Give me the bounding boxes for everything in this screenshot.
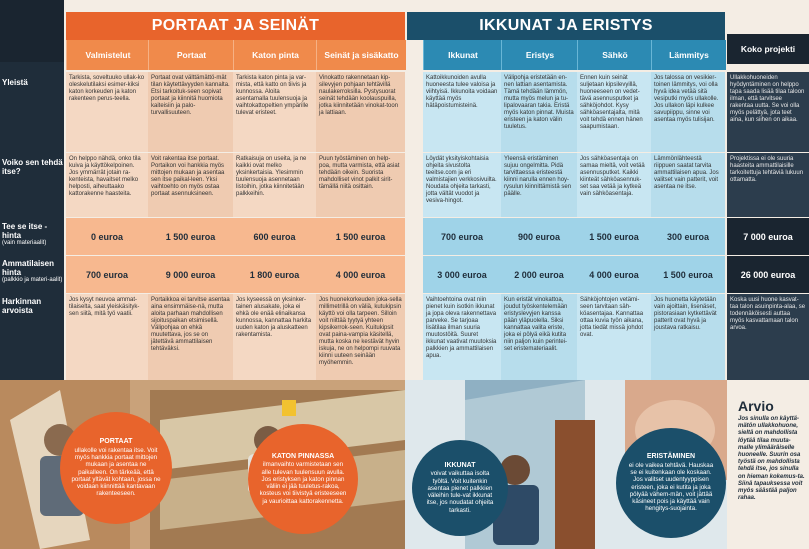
callout-portaat	[60, 412, 172, 524]
col-header-katon-pinta: Katon pinta	[233, 40, 317, 70]
cell-harkinnan-eristys: Kun eristät vinokattoa, joudut työskentelemään eristyslevyjen kanssa pään yläpuolella. Siksi kannattaa valita eriste, joka ei pölyä eikä kutita niin paljon kuin perintei-set eristemateriaalit.	[501, 294, 577, 380]
callout-ikkunat-title: IKKUNAT	[444, 461, 476, 469]
cell-voiko-seinat: Puun työstäminen on help-poa, mutta varmista, että asiat tehdään oikein. Suorista mahdolliset vinot palkit sirit-tämällä niitä osittain.	[316, 153, 405, 217]
cell-harkinnan-sahko: Sähköjohtojen vetämi-seen tarvitaan säh-köasentajaa. Kannattaa ottaa kuvia työn aikana, jotta tiedät missä johdot ovat.	[577, 294, 651, 380]
callout-eristaminen-text: ei ole vaikea tehtävä. Hauskaa se ei kuitenkaan ole koskaan. Jos valitset uudentyyppisen eristeen, joka ei kutita ja joka pölyää vähem-män, voit jättää käsineet pois ja käyttää vain hengitys-suojainta.	[628, 461, 714, 513]
price-tee-portaat: 1 500 euroa	[148, 218, 233, 255]
cell-yleista-sahko: Ennen kuin seinät suljetaan kipsilevyillä, huoneeseen on vedet-tävä asennusputket ja sähköjohdot. Kysy sähköasentajalta, mitä voit tehdä ennen hänen saapumistaan.	[577, 72, 651, 152]
price-amm-eristys: 2 000 euroa	[501, 256, 577, 293]
price-tee-sahko: 1 500 euroa	[577, 218, 651, 255]
callout-portaat-title: PORTAAT	[99, 438, 133, 446]
koko-projekti-header: Koko projekti	[727, 34, 809, 64]
callout-katon-text: ilmanvaihto varmistetaan sen alle tulevan tuulensuun avulla. Jos eristyksen ja katon pinnan väliin ei jää tuuletus-rakoa, kosteus voi tiivistyä eristeeseen ja vaurioittaa kattorakennetta.	[259, 461, 347, 505]
cell-voiko-valmistelut: On helppo nähdä, onko tila kuiva ja käyttökelpoinen. Jos ymmärrät jotain ra-kenteista, havaitset melko helposti, aiheuttaako kattorakenne haasteita.	[66, 153, 148, 217]
cell-voiko-sahko: Jos sähköasentaja on samaa mieltä, voit vetää asennusputket. Kaikki kiinteät sähköasennuk-set saa vetää ja kytkeä vain sähköasentaja.	[577, 153, 651, 217]
price-amm-lammitys: 1 500 euroa	[651, 256, 725, 293]
row-label-amm-sub: (palkkio ja materi-aalit)	[2, 277, 63, 283]
price-amm-valmistelut: 700 euroa	[66, 256, 148, 293]
group-header-ikkunat: IKKUNAT JA ERISTYS	[407, 12, 725, 40]
price-tee-seinat: 1 500 euroa	[316, 218, 405, 255]
price-amm-koko: 26 000 euroa	[727, 256, 809, 293]
row-label-amm	[2, 259, 64, 284]
cell-harkinnan-seinat: Jos huonekorkeuden joka-sella millimetrillä on väliä, kutukipsin käyttö voi olla tarpeen. Silloin voit niittää tyytyä yhteen kipsikerrok-seen. Kuitukipsit ovat paina-vampia käsitellä, mutta koska ne kestävät hyvin iskuja, ne on helpompi ruuvata kiinni uuteen seinään myöhemmin.	[316, 294, 405, 380]
price-tee-eristys: 900 euroa	[501, 218, 577, 255]
left-header-block	[0, 0, 64, 62]
price-tee-valmistelut: 0 euroa	[66, 218, 148, 255]
price-amm-seinat: 4 000 euroa	[316, 256, 405, 293]
col-header-valmistelut: Valmistelut	[66, 40, 149, 70]
callout-portaat-text: ullakolle voi rakentaa itse. Voit myös hankkia portaat mittojen mukaan ja asentaa ne paikalleen. On tärkeää, että portaat yltävät kohtaan, jossa ne voidaan kiinnittää kantavaan rakenteeseen.	[71, 446, 161, 498]
price-tee-katon: 600 euroa	[233, 218, 316, 255]
callout-eristaminen	[616, 428, 726, 538]
row-label-tee	[2, 222, 64, 247]
row-label-yleista: Yleistä	[2, 78, 28, 87]
cell-voiko-lammitys: Lämmönlähteestä riippuen saatat tarvita ammattilaisen apua. Jos valitset vain patterit, voit asentaa ne itse.	[651, 153, 725, 217]
price-tee-lammitys: 300 euroa	[651, 218, 725, 255]
arvio-title: Arvio	[738, 398, 774, 414]
arvio-text: Jos sinulla on käyttä-mätön ullakkohuone, sieltä on mahdollista löytää tilaa muuta-malle ylimääräiselle huoneelle. Suurin osa työstä on mahdollista tehdä itse, jos sinulla on hieman kokemus-ta. Siinä tapauksessa voit myös säästää paljon rahaa.	[738, 416, 805, 502]
cell-yleista-valmistelut: Tarkista, soveltuuko ullak-ko oleskelutilaksi esimer-kiksi katon korkeuden ja katon rakenteen perus-teella.	[66, 72, 148, 152]
callout-katon	[248, 424, 358, 534]
cell-yleista-koko: Ullakkohuoneiden hyödyntäminen on helppo tapa saada lisää tilaa taloon ilman, että tarvitsee rakentaa uutta. Se voi olla myös pelättyä, jota teet aina, kun siihen on aikaa.	[727, 72, 809, 152]
cell-harkinnan-ikkunat: Vaihtoehtoina ovat niin pienet kuin isotkin ikkunat ja jopa oleva rakennettava parveke. Se tarjoaa lisätilaa ilman suuria muutostöitä. Suuret ikkunat vaativat muutoksia palkkien ja ammattilaisen apua.	[423, 294, 501, 380]
cell-yleista-eristys: Välipohja eristetään en-nen lattian asentamista. Tämä tehdään lämmön, mutta myös melun ja tu-lipalovaaran takia. Eristä myös katon pinnat. Muista eristeen ja katon välin tuuletus.	[501, 72, 577, 152]
price-tee-ikkunat: 700 euroa	[423, 218, 501, 255]
col-header-portaat: Portaat	[148, 40, 234, 70]
cell-harkinnan-katon: Jos kyseessä on yksinker-tainen alusakate, joka ei ehkä ole enää elinaikansa kunnossa, kannattaa harkita uuden katon ja aluskatteen rakentamista.	[233, 294, 316, 380]
cell-harkinnan-lammitys: Jos huonetta käytetään vain ajoittain, lisenäset, pistorasiaan kytkettävät patterit ovat hyvä ja joustava ratkaisu.	[651, 294, 725, 380]
cell-yleista-lammitys: Jos talossa on vesikier-toinen lämmitys, voi olla hyvä idea vetää sitä vesiputki myös ullakolle. Jos ullakon läpi kulkee savupiippu, sinne voi asentaa myös tulisijan.	[651, 72, 725, 152]
cell-voiko-portaat: Voit rakentaa itse portaat. Portaikon voi hankkia myös mittojen mukaan ja asentaa sen itse paikal-leen. Yksi vaihtoehto on myös ostaa portaat asennuksineen.	[148, 153, 233, 217]
row-label-tee-sub: (vain materiaalit)	[2, 240, 47, 246]
col-header-sahko: Sähkö	[577, 40, 652, 70]
cell-yleista-seinat: Vinokatto rakennetaan kip-silevyjen pohjaan tehtävillä naulakerroksilla. Pystysuorat seinät tehdään koolauspuilla, jotka kiinnitetään vinokat-toon ja lattiaan.	[316, 72, 405, 152]
cell-harkinnan-koko: Koska uusi huone kasvat-taa talon asuinpinta-alaa, se todennäköisesti auttaa myös kasvattamaan talon arvoa.	[727, 294, 809, 380]
cell-yleista-portaat: Portaat ovat välttämättö-mät tilan käytettävyyden kannalta. Etsi tarkoituk-seen sopivat portaat ja kiinnitä huomiota kaiteisiin ja palo-turvallisuuteen.	[148, 72, 233, 152]
group-header-portaat: PORTAAT JA SEINÄT	[66, 12, 405, 40]
cell-voiko-katon: Ratkaisuja on useita, ja ne kaikki ovat melko yksinkertaisia. Ylesimmin tuulensuoja asennetaan listoihin, jotka kiinnitetään palkkeihin.	[233, 153, 316, 217]
cell-yleista-katon: Tarkista katon pinta ja var-mista, että katto on tiivis ja kunnossa. Aloita asentamalla tuulensuoja ja vaihtokattopeltien ympärille tulevat eristeet.	[233, 72, 316, 152]
price-amm-ikkunat: 3 000 euroa	[423, 256, 501, 293]
cell-harkinnan-valmistelut: Jos kysyt neuvoa ammat-tilaiselta, saat yleiskäsityk-sen siitä, mitä työ vaatii.	[66, 294, 148, 380]
cell-voiko-eristys: Yleensä eristäminen sujuu ongelmitta. Pidä tarvittaessa eristeestä kiinni narulla ennen hoy-rysulun kiinnittämistä sen päälle.	[501, 153, 577, 217]
cell-harkinnan-portaat: Portaikkoa ei tarvitse asentaa aina ensimmäise-nä, mutta aloita parhaan mahdollisen sijoituspaikan etsimisellä. Välipohjaa on ehkä muutettava, jos se on jätettävä ammattilaisen tehtäväksi.	[148, 294, 233, 380]
callout-ikkunat-text: voivat vaikuttaa isolta työltä. Voit kuitenkin asentaa pienet palkkien väleihin tule-vat ikkunat itse, jos noudatat ohjeita tarkasti.	[426, 470, 494, 514]
cell-voiko-ikkunat: Löydät yksityiskohtaisia ohjeita sivustolta teeitse.com ja eri valmistajien verkkosivuilta. Noudata ohjeita tarkasti, jotta vältät vuodot ja vesiva-hingot.	[423, 153, 501, 217]
col-header-seinat: Seinät ja sisäkatto	[316, 40, 406, 70]
price-amm-sahko: 4 000 euroa	[577, 256, 651, 293]
callout-ikkunat	[412, 440, 508, 536]
row-label-tee-title: Tee se itse -hinta	[2, 222, 48, 240]
col-header-lammitys: Lämmitys	[651, 40, 726, 70]
row-label-amm-title: Ammatilaisen hinta	[2, 259, 55, 277]
cell-yleista-ikkunat: Kattoikkunoiden avulla huoneesta tulee valoisa ja viihtyisä. Ikkunoita voidaan käyttää myös hätäpoistumisteinä.	[423, 72, 501, 152]
cell-voiko-koko: Projektissa ei ole suuria haasteita ammattilaisille tarkoitettuja tehtäviä lukuun ottamatta.	[727, 153, 809, 217]
row-label-voiko: Voiko sen tehdä itse?	[2, 158, 63, 176]
price-tee-koko: 7 000 euroa	[727, 218, 809, 255]
row-label-harkinnan: Harkinnan arvoista	[2, 297, 42, 315]
price-amm-portaat: 9 000 euroa	[148, 256, 233, 293]
col-header-eristys: Eristys	[501, 40, 578, 70]
callout-katon-title: KATON PINNASSA	[271, 452, 335, 460]
price-amm-katon: 1 800 euroa	[233, 256, 316, 293]
callout-eristaminen-title: ERISTÄMINEN	[646, 453, 696, 461]
col-header-ikkunat: Ikkunat	[423, 40, 502, 70]
